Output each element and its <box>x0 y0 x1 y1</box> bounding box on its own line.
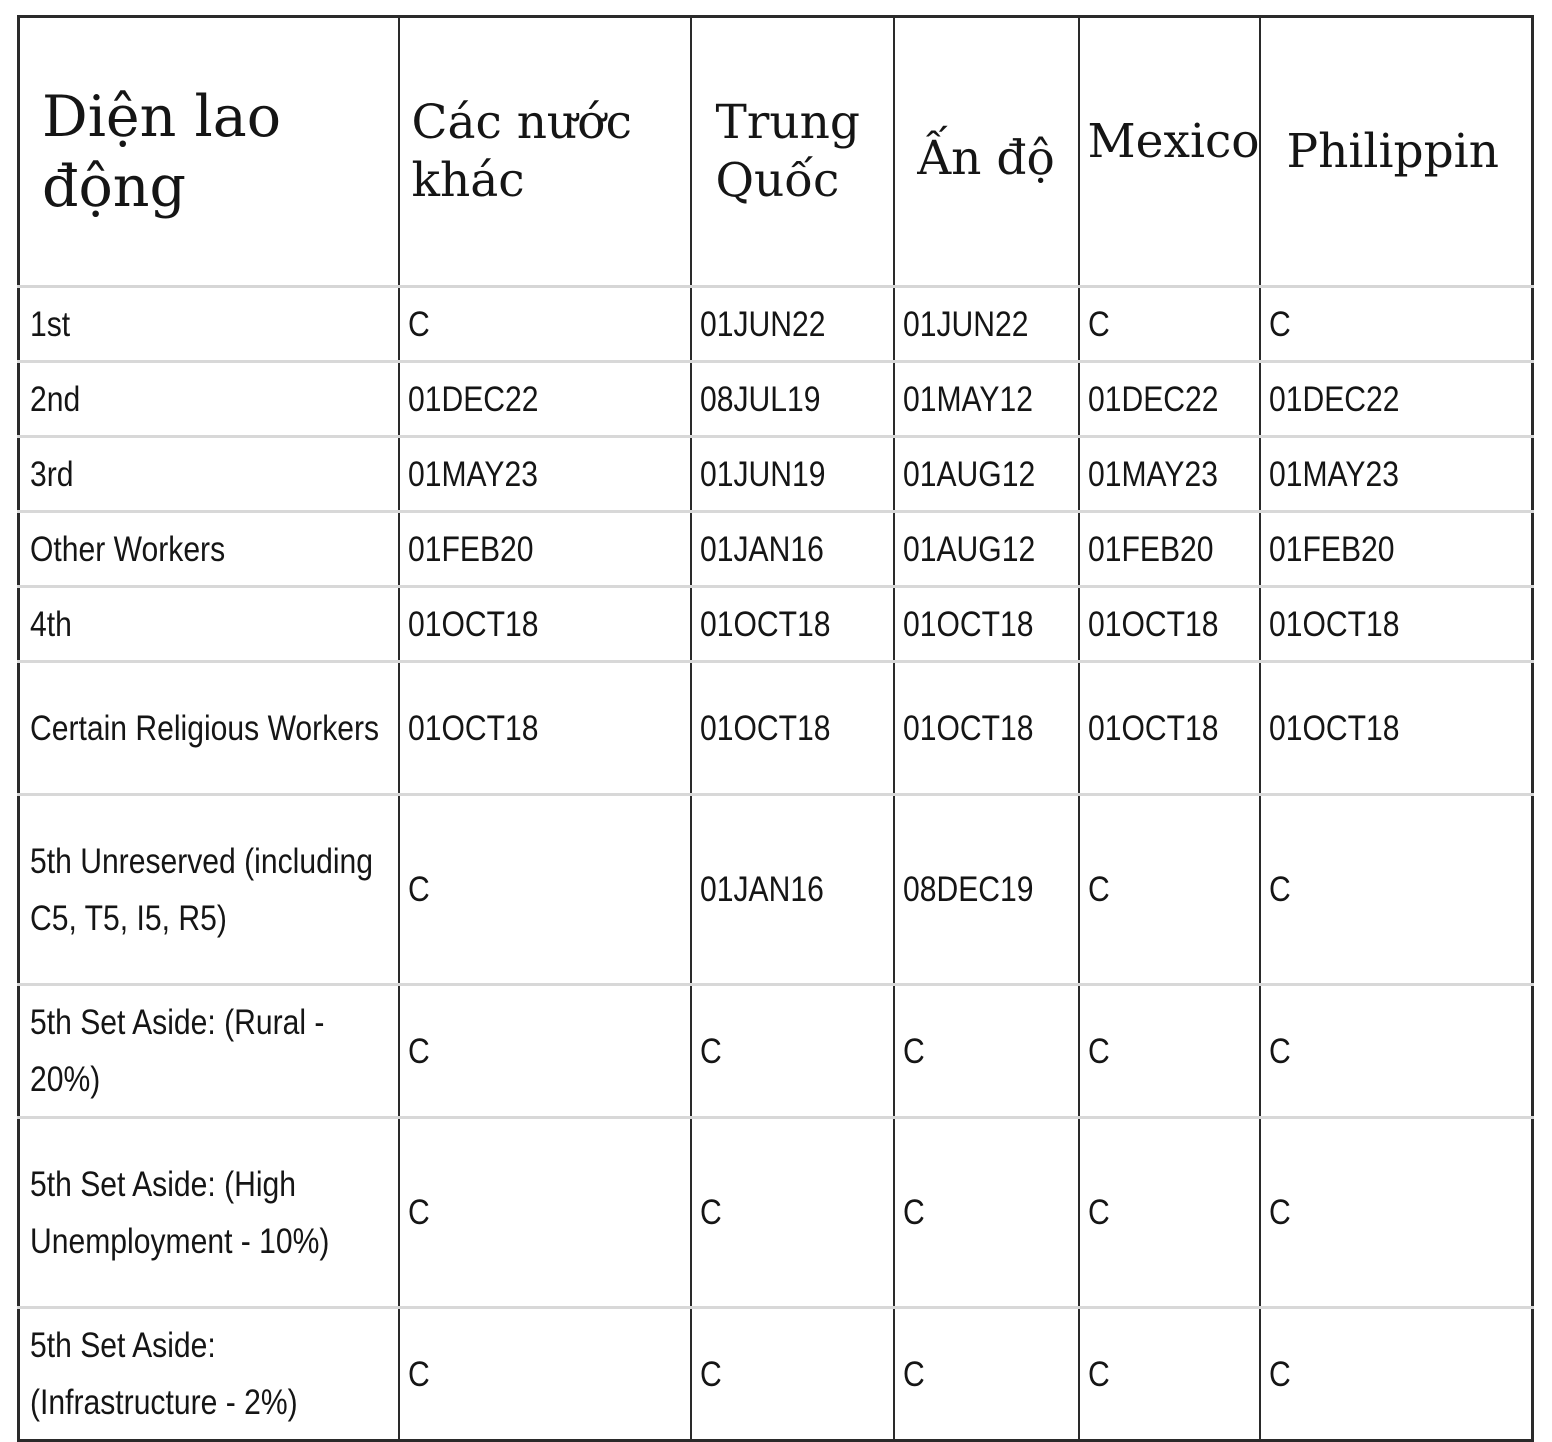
row-label-text: Other Workers <box>30 529 226 569</box>
cell-india <box>894 512 1079 587</box>
cell-value: C <box>1268 1354 1291 1394</box>
row-label <box>19 795 399 985</box>
cell-value: 01MAY23 <box>407 454 538 494</box>
row-label-text: 5th Set Aside: (Rural - 20%) <box>30 1003 325 1099</box>
cell-value: C <box>407 304 430 344</box>
cell-china <box>691 437 894 512</box>
row-label-text: 4th <box>30 604 72 644</box>
cell-other-countries <box>399 512 691 587</box>
header-india: Ấn độ <box>894 17 1079 287</box>
cell-value: 01JAN16 <box>699 529 824 569</box>
cell-value: C <box>902 1193 925 1232</box>
cell-value: C <box>407 1031 430 1071</box>
row-label-text: Certain Religious Workers <box>30 708 380 748</box>
cell-mexico <box>1079 985 1260 1118</box>
cell-india <box>894 1308 1079 1441</box>
row-label-text: 1st <box>30 304 71 344</box>
cell-value: 01OCT18 <box>1268 708 1400 748</box>
cell-china <box>691 662 894 795</box>
table-row <box>19 437 1533 512</box>
cell-value: 01OCT18 <box>699 604 831 644</box>
cell-value: 01OCT18 <box>407 708 539 748</box>
cell-value: C <box>1268 1031 1291 1071</box>
cell-value: 01OCT18 <box>699 708 831 748</box>
row-label <box>19 1308 399 1441</box>
cell-mexico <box>1079 662 1260 795</box>
cell-india <box>894 1118 1079 1308</box>
header-mexico: Mexico <box>1079 17 1260 287</box>
cell-philippines <box>1260 795 1533 985</box>
cell-value: 01DEC22 <box>407 379 539 419</box>
cell-value: 01JUN22 <box>699 304 825 344</box>
row-label <box>19 587 399 662</box>
cell-mexico <box>1079 795 1260 985</box>
cell-value: C <box>1087 1354 1110 1394</box>
row-label-text: 3rd <box>30 454 74 494</box>
table-row <box>19 362 1533 437</box>
table-row <box>19 587 1533 662</box>
cell-value: 01OCT18 <box>902 604 1034 644</box>
cell-value: C <box>407 870 430 909</box>
cell-china <box>691 512 894 587</box>
cell-value: 01DEC22 <box>1087 379 1219 419</box>
row-label-text: 5th Set Aside: (High Unemployment - 10%) <box>30 1164 330 1261</box>
row-label <box>19 512 399 587</box>
cell-value: 01OCT18 <box>1087 604 1219 644</box>
table-row <box>19 512 1533 587</box>
cell-value: 01FEB20 <box>1268 529 1395 569</box>
cell-other-countries <box>399 587 691 662</box>
cell-philippines <box>1260 662 1533 795</box>
cell-mexico <box>1079 587 1260 662</box>
row-label <box>19 287 399 362</box>
cell-value: 01MAY23 <box>1268 454 1399 494</box>
cell-value: 08DEC19 <box>902 870 1034 909</box>
cell-value: 01AUG12 <box>902 454 1035 494</box>
table-row <box>19 1308 1533 1441</box>
cell-philippines <box>1260 587 1533 662</box>
cell-value: C <box>902 1354 925 1394</box>
cell-value: C <box>699 1193 722 1232</box>
cell-other-countries <box>399 362 691 437</box>
cell-philippines <box>1260 985 1533 1118</box>
row-label-text: 5th Set Aside: (Infrastructure - 2%) <box>30 1326 298 1422</box>
cell-mexico <box>1079 1118 1260 1308</box>
cell-india <box>894 287 1079 362</box>
cell-other-countries <box>399 287 691 362</box>
visa-bulletin-table <box>17 15 1534 1442</box>
cell-china <box>691 287 894 362</box>
cell-other-countries <box>399 1308 691 1441</box>
cell-india <box>894 662 1079 795</box>
cell-value: C <box>1268 870 1291 909</box>
cell-china <box>691 362 894 437</box>
cell-value: C <box>1087 870 1110 909</box>
table-row <box>19 1118 1533 1308</box>
cell-value: C <box>407 1354 430 1394</box>
header-other-countries: Các nước khác <box>399 17 691 287</box>
row-label <box>19 437 399 512</box>
table-row <box>19 287 1533 362</box>
cell-value: 01JAN16 <box>699 870 824 909</box>
cell-value: C <box>1087 304 1110 344</box>
header-china: Trung Quốc <box>691 17 894 287</box>
cell-value: C <box>407 1193 430 1232</box>
header-category: Diện lao động <box>19 17 399 287</box>
cell-india <box>894 362 1079 437</box>
cell-philippines <box>1260 1118 1533 1308</box>
cell-china <box>691 795 894 985</box>
cell-other-countries <box>399 662 691 795</box>
cell-china <box>691 587 894 662</box>
cell-value: 01DEC22 <box>1268 379 1400 419</box>
row-label <box>19 662 399 795</box>
cell-china <box>691 1118 894 1308</box>
cell-value: C <box>1268 1193 1291 1232</box>
row-label-text: 2nd <box>30 379 81 419</box>
cell-other-countries <box>399 1118 691 1308</box>
cell-value: C <box>902 1031 925 1071</box>
cell-philippines <box>1260 437 1533 512</box>
cell-value: C <box>1087 1193 1110 1232</box>
cell-philippines <box>1260 362 1533 437</box>
cell-philippines <box>1260 512 1533 587</box>
cell-value: 01MAY12 <box>902 379 1033 419</box>
cell-value: C <box>1087 1031 1110 1071</box>
cell-value: C <box>699 1354 722 1394</box>
table-row <box>19 662 1533 795</box>
table-row <box>19 795 1533 985</box>
cell-value: 01OCT18 <box>1268 604 1400 644</box>
cell-value: 01AUG12 <box>902 529 1035 569</box>
cell-value: C <box>699 1031 722 1071</box>
cell-india <box>894 795 1079 985</box>
cell-china <box>691 985 894 1118</box>
row-label <box>19 1118 399 1308</box>
cell-value: 08JUL19 <box>699 379 820 419</box>
cell-mexico <box>1079 287 1260 362</box>
table-row <box>19 985 1533 1118</box>
cell-mexico <box>1079 437 1260 512</box>
cell-value: 01OCT18 <box>1087 708 1219 748</box>
cell-china <box>691 1308 894 1441</box>
cell-india <box>894 587 1079 662</box>
header-row <box>19 17 1533 287</box>
cell-india <box>894 437 1079 512</box>
header-philippines: Philippin <box>1260 17 1533 287</box>
cell-value: 01OCT18 <box>407 604 539 644</box>
cell-philippines <box>1260 1308 1533 1441</box>
cell-mexico <box>1079 1308 1260 1441</box>
row-label <box>19 985 399 1118</box>
cell-philippines <box>1260 287 1533 362</box>
row-label <box>19 362 399 437</box>
cell-value: 01FEB20 <box>1087 529 1214 569</box>
cell-mexico <box>1079 512 1260 587</box>
cell-mexico <box>1079 362 1260 437</box>
cell-other-countries <box>399 437 691 512</box>
cell-value: C <box>1268 304 1291 344</box>
cell-india <box>894 985 1079 1118</box>
row-label-text: 5th Unreserved (including C5, T5, I5, R5) <box>30 841 373 938</box>
table-body <box>19 287 1533 1441</box>
cell-value: 01FEB20 <box>407 529 534 569</box>
cell-value: 01MAY23 <box>1087 454 1218 494</box>
cell-value: 01OCT18 <box>902 708 1034 748</box>
cell-other-countries <box>399 985 691 1118</box>
cell-value: 01JUN19 <box>699 454 825 494</box>
cell-value: 01JUN22 <box>902 304 1028 344</box>
cell-other-countries <box>399 795 691 985</box>
